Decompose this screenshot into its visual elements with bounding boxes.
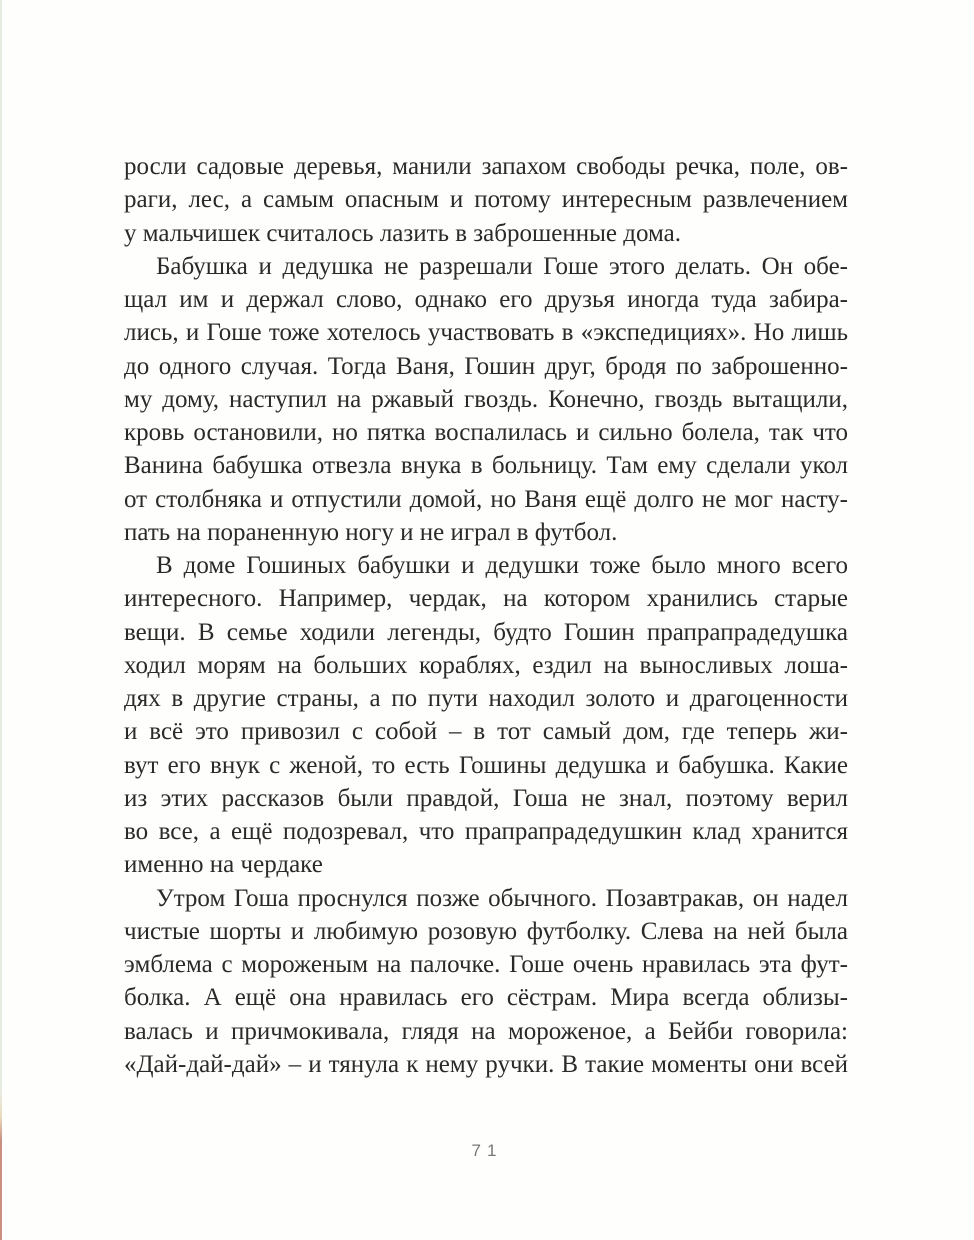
text-line: раги, лес, а самым опасным и потому интересным развлечением bbox=[124, 186, 848, 214]
paragraph bbox=[124, 150, 848, 250]
text-line: эмблема с мороженым на палочке. Гоше очень нравилась эта фут- bbox=[124, 951, 848, 978]
text-line: щал им и держал слово, однако его друзья иногда туда забира- bbox=[124, 286, 848, 313]
text-line: вут его внук с женой, то есть Гошины дедушка и бабушка. Какие bbox=[124, 751, 848, 779]
page-edge-strip bbox=[0, 0, 2, 1240]
text-line: чистые шорты и любимую розовую футболку. Слева на ней была bbox=[124, 917, 848, 945]
text-line: и всё это привозил с собой – в тот самый дом, где теперь жи- bbox=[124, 718, 848, 746]
text-line: у мальчишек считалось лазить в заброшенные дома. bbox=[124, 219, 681, 247]
text-line: лись, и Гоше тоже хотелось участвовать в «экспедициях». Но лишь bbox=[124, 319, 848, 347]
text-line: валась и причмокивала, глядя на мороженое, а Бейби говорила: bbox=[124, 1017, 848, 1045]
text-line: ходил морям на больших кораблях, ездил на выносливых лоша- bbox=[124, 651, 848, 679]
text-line: интересного. Например, чердак, на котором хранились старые bbox=[124, 585, 848, 613]
paragraph bbox=[124, 882, 848, 1082]
text-line: му дому, наступил на ржавый гвоздь. Конечно, гвоздь вытащили, bbox=[124, 385, 848, 413]
text-line: вещи. В семье ходили легенды, будто Гошин прапрапрадедушка bbox=[124, 618, 848, 646]
text-line: до одного случая. Тогда Ваня, Гошин друг, бродя по заброшенно- bbox=[124, 352, 848, 380]
text-line: росли садовые деревья, манили запахом свободы речка, поле, ов- bbox=[124, 153, 848, 180]
text-line: во все, а ещё подозревал, что прапрапрадедушкин клад хранится bbox=[124, 818, 848, 845]
text-line: Ванина бабушка отвезла внука в больницу. Там ему сделали укол bbox=[124, 452, 848, 480]
text-line: кровь остановили, но пятка воспалилась и сильно болела, так что bbox=[124, 419, 848, 446]
text-line: Бабушка и дедушка не разрешали Гоше этого делать. Он обе- bbox=[156, 252, 848, 280]
text-line: от столбняка и отпустили домой, но Ваня ещё долго не мог насту- bbox=[124, 485, 848, 513]
text-line: В доме Гошиных бабушки и дедушки тоже было много всего bbox=[156, 552, 848, 579]
page-number: 71 bbox=[471, 1141, 503, 1160]
text-line: из этих рассказов были правдой, Гоша не знал, поэтому верил bbox=[124, 784, 848, 812]
paragraph bbox=[124, 549, 848, 882]
text-line: болка. А ещё она нравилась его сёстрам. Мира всегда облизы- bbox=[124, 984, 848, 1012]
body-text bbox=[124, 150, 848, 1081]
text-line: «Дай-дай-дай» – и тянула к нему ручки. В такие моменты они всей bbox=[124, 1050, 848, 1078]
text-line: пать на пораненную ногу и не играл в футбол. bbox=[124, 518, 618, 546]
text-line: Утром Гоша проснулся позже обычного. Позавтракав, он надел bbox=[156, 884, 848, 912]
paragraph bbox=[124, 250, 848, 549]
text-line: именно на чердаке bbox=[124, 851, 323, 879]
text-line: дях в другие страны, а по пути находил золото и драгоценности bbox=[124, 685, 848, 712]
